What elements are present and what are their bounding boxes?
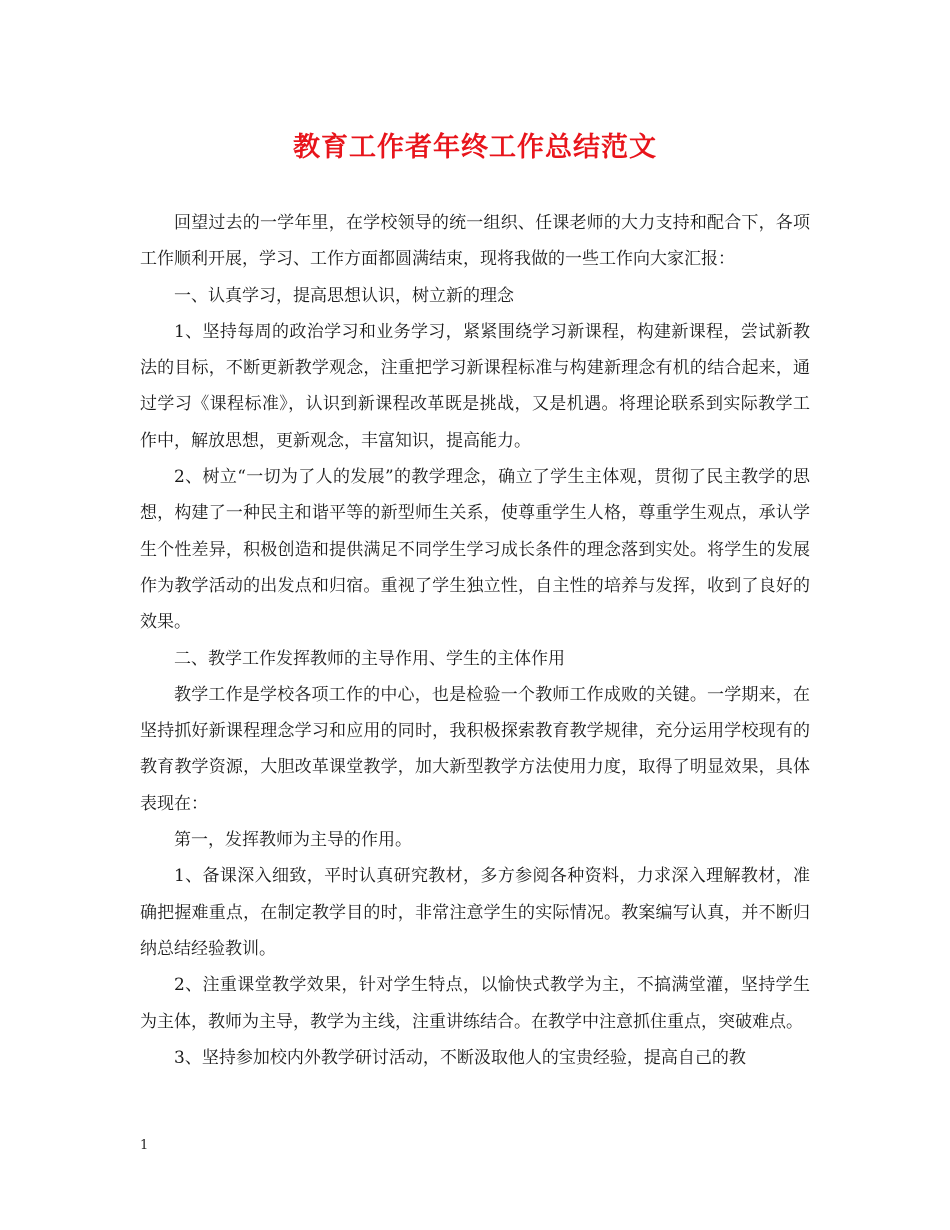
- paragraph: 1、坚持每周的政治学习和业务学习，紧紧围绕学习新课程，构建新课程，尝试新教法的目标，不断更新教学观念，注重把学习新课程标准与构建新理念有机的结合起来，通过学习《课程标准》，认识到新课程改革既是挑战，又是机遇。将理论联系到实际教学工作中，解放思想，更新观念，丰富知识，提高能力。: [140, 321, 810, 451]
- paragraph: 教学工作是学校各项工作的中心，也是检验一个教师工作成败的关键。一学期来，在坚持抓好新课程理念学习和应用的同时，我积极探索教育教学规律，充分运用学校现有的教育教学资源，大胆改革课堂教学，加大新型教学方法使用力度，取得了明显效果，具体表现在：: [140, 684, 810, 814]
- document-title: 教育工作者年终工作总结范文: [293, 132, 657, 163]
- section-heading: 一、认真学习，提高思想认识，树立新的理念: [174, 285, 514, 306]
- paragraph: 1、备课深入细致，平时认真研究教材，多方参阅各种资料，力求深入理解教材，准确把握难重点，在制定教学目的时，非常注意学生的实际情况。教案编写认真，并不断归纳总结经验教训。: [140, 866, 810, 959]
- subsection-heading: 第一，发挥教师为主导的作用。: [174, 830, 412, 851]
- paragraph: 回望过去的一学年里，在学校领导的统一组织、任课老师的大力支持和配合下，各项工作顺利开展，学习、工作方面都圆满结束，现将我做的一些工作向大家汇报：: [140, 213, 810, 270]
- document-body: [140, 205, 810, 1076]
- paragraph: 2、注重课堂教学效果，针对学生特点，以愉快式教学为主，不搞满堂灌，坚持学生为主体，教师为主导，教学为主线，注重讲练结合。在教学中注意抓住重点，突破难点。: [140, 975, 810, 1032]
- section-heading: 二、教学工作发挥教师的主导作用、学生的主体作用: [174, 648, 565, 669]
- paragraph: 2、树立“一切为了人的发展”的教学理念，确立了学生主体观，贯彻了民主教学的思想，构建了一种民主和谐平等的新型师生关系，使尊重学生人格，尊重学生观点，承认学生个性差异，积极创造和提供满足不同学生学习成长条件的理念落到实处。将学生的发展作为教学活动的出发点和归宿。重视了学生独立性，自主性的培养与发挥，收到了良好的效果。: [140, 467, 810, 633]
- paragraph: 3、坚持参加校内外教学研讨活动，不断汲取他人的宝贵经验，提高自己的教: [174, 1047, 746, 1068]
- page-number: 1: [140, 1138, 149, 1153]
